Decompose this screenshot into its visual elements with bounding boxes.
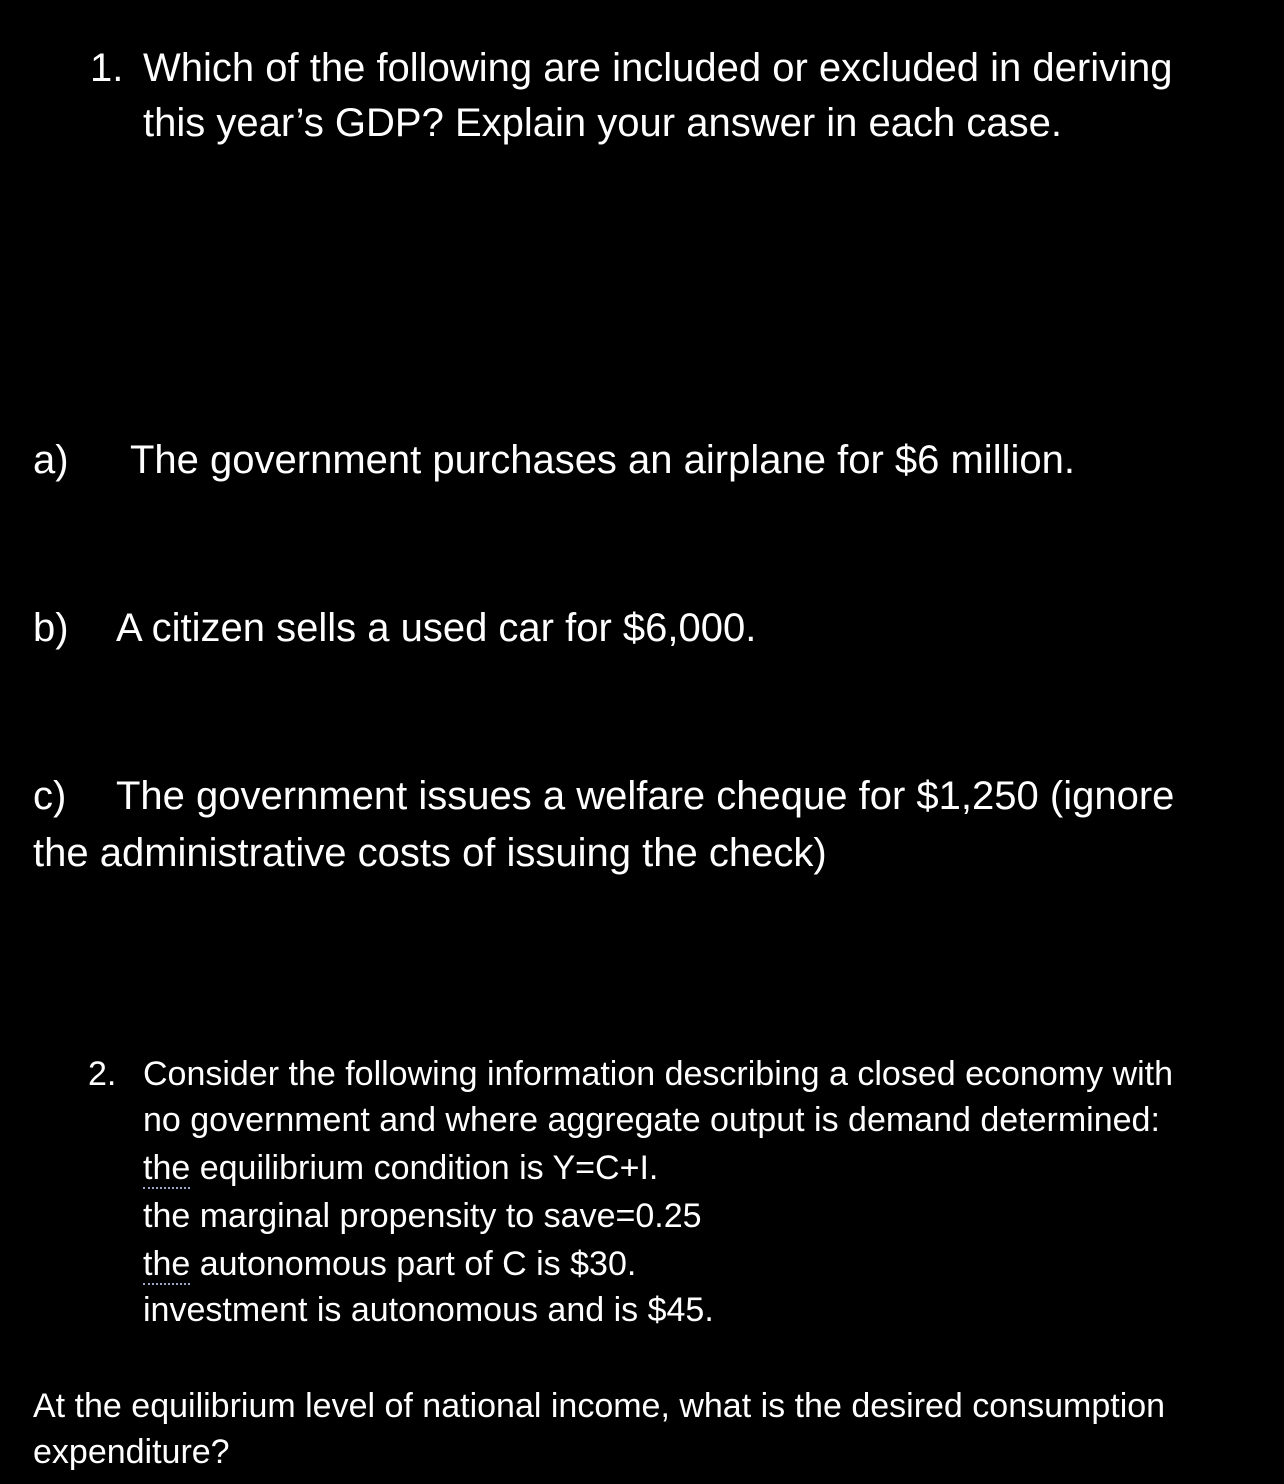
condition-equilibrium — [143, 1144, 658, 1192]
condition-investment-text: investment is autonomous and is $45. — [143, 1291, 714, 1329]
question-2-number: 2. — [88, 1055, 117, 1093]
condition-autonomous-consumption-text: autonomous part of C is $30. — [190, 1245, 637, 1283]
part-a-label: a) — [33, 438, 69, 482]
part-c-text-line-2: the administrative costs of issuing the check) — [33, 831, 827, 875]
part-a-text: The government purchases an airplane for $6 million. — [130, 438, 1075, 482]
question-1-line-1: Which of the following are included or excluded in deriving — [143, 46, 1173, 90]
spellcheck-underline-word: the — [143, 1245, 191, 1283]
final-question-line-1: At the equilibrium level of national income, what is the desired consumption — [33, 1387, 1166, 1425]
condition-autonomous-consumption — [143, 1240, 636, 1288]
part-b-text: A citizen sells a used car for $6,000. — [116, 606, 757, 650]
part-c-label: c) — [33, 774, 67, 818]
question-2-intro-line-1: Consider the following information describing a closed economy with — [143, 1055, 1173, 1093]
condition-equilibrium-text: equilibrium condition is Y=C+I. — [190, 1149, 659, 1187]
condition-mps — [143, 1192, 702, 1240]
condition-mps-text: the marginal propensity to save=0.25 — [143, 1197, 702, 1235]
condition-investment — [143, 1286, 714, 1334]
question-2-intro-line-2: no government and where aggregate output is demand determined: — [143, 1101, 1160, 1139]
final-question-line-2: expenditure? — [33, 1433, 230, 1471]
question-1-line-2: this year’s GDP? Explain your answer in each case. — [143, 101, 1062, 145]
part-b-label: b) — [33, 606, 69, 650]
spellcheck-underline-word: the — [143, 1149, 191, 1187]
question-1-number: 1. — [90, 46, 124, 90]
part-c-text-line-1: The government issues a welfare cheque for $1,250 (ignore — [116, 774, 1175, 818]
